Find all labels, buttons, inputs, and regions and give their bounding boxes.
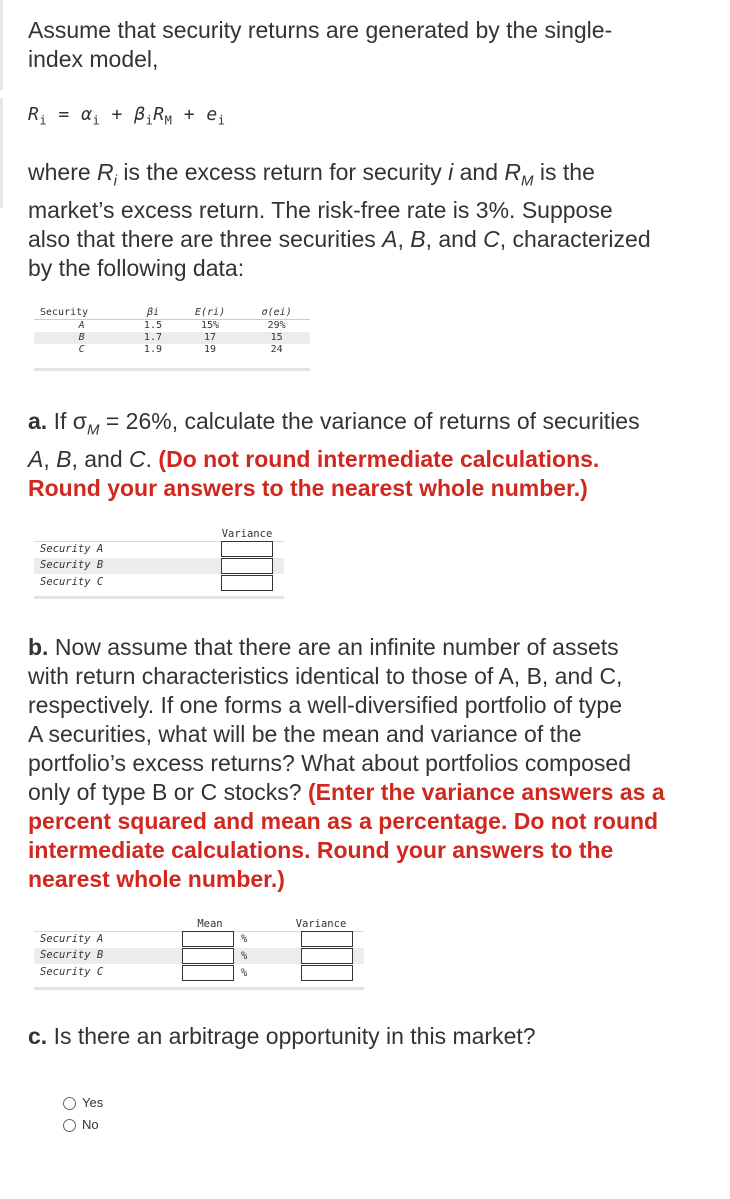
part-b-table-bottom-rule [34,987,364,990]
where-paragraph: where $R_i$ is the excess return for security i and $R_M$ is the market’s excess return. The risk-free rate is 3%. Suppose also that there are three securities A, B, and C, characterized by the following data: [28,159,651,281]
variance-input-portfolio-b[interactable] [301,948,353,964]
index-model-formula: $R_i = \alpha_i + \beta_iR_M + e_i$ [28,104,226,128]
table-row: B 1.7 17 15 [34,332,310,344]
part-a-row-label-b: Security B [40,559,104,571]
mean-percent-sign-b: % [241,950,248,962]
part-b-variance-header: Variance [295,918,347,930]
arbitrage-no-label[interactable]: No [82,1117,99,1132]
part-a-row-label-c: Security C [40,576,104,588]
header-expected-return: E(ri) [194,307,226,318]
security-data-table [34,306,310,356]
header-residual-sd: σ(ei) [261,307,292,318]
data-table-bottom-rule [34,368,310,371]
mean-percent-sign-c: % [241,967,248,979]
part-c-question: c. Is there an arbitrage opportunity in this market? [28,1023,536,1049]
mean-input-b[interactable] [182,948,234,964]
part-a-question: a. If $\sigma_M = 26\%$, calculate the variance of returns of securities A, B, and C. (Do not round intermediate calculations. Round your answers to the nearest whole number.) [28,408,640,501]
table-row: C 1.9 19 24 [78,344,283,355]
arbitrage-yes-radio[interactable] [63,1097,76,1110]
left-margin-bar-1 [0,0,3,90]
mean-percent-sign-a: % [241,933,248,945]
part-a-row-label-a: Security A [40,543,104,555]
intro-text: Assume that security returns are generated by the single- index model, [28,17,613,72]
part-b-row-label-c: Security C [40,966,104,978]
header-beta: βi [146,307,159,318]
variance-input-portfolio-c[interactable] [301,965,353,981]
part-b-mean-header: Mean [197,918,223,930]
table-row: A 1.5 15% 29% [78,320,286,331]
variance-input-b[interactable] [221,558,273,574]
variance-input-a[interactable] [221,541,273,557]
part-a-variance-header: Variance [221,528,273,540]
arbitrage-yes-label[interactable]: Yes [82,1095,104,1110]
mean-input-c[interactable] [182,965,234,981]
left-margin-bar-2 [0,98,3,208]
header-security: Security [40,307,89,318]
arbitrage-no-radio[interactable] [63,1119,76,1132]
part-b-row-label-b: Security B [40,949,104,961]
variance-input-portfolio-a[interactable] [301,931,353,947]
part-b-question: b. Now assume that there are an infinite number of assets with return characteristics identical to those of A, B, and C, respectively. If one forms a well-diversified portfolio of type A securities, what will be the mean and variance of the portfolio’s excess returns? What about portfolios composed only of type B or C stocks? (Enter the variance answers as a percent squared and mean as a percentage. Do not round intermediate calculations. Round your answers to the nearest whole number.) [28,634,665,892]
mean-input-a[interactable] [182,931,234,947]
part-a-table-bottom-rule [34,596,284,599]
part-b-row-label-a: Security A [40,933,104,945]
variance-input-c[interactable] [221,575,273,591]
